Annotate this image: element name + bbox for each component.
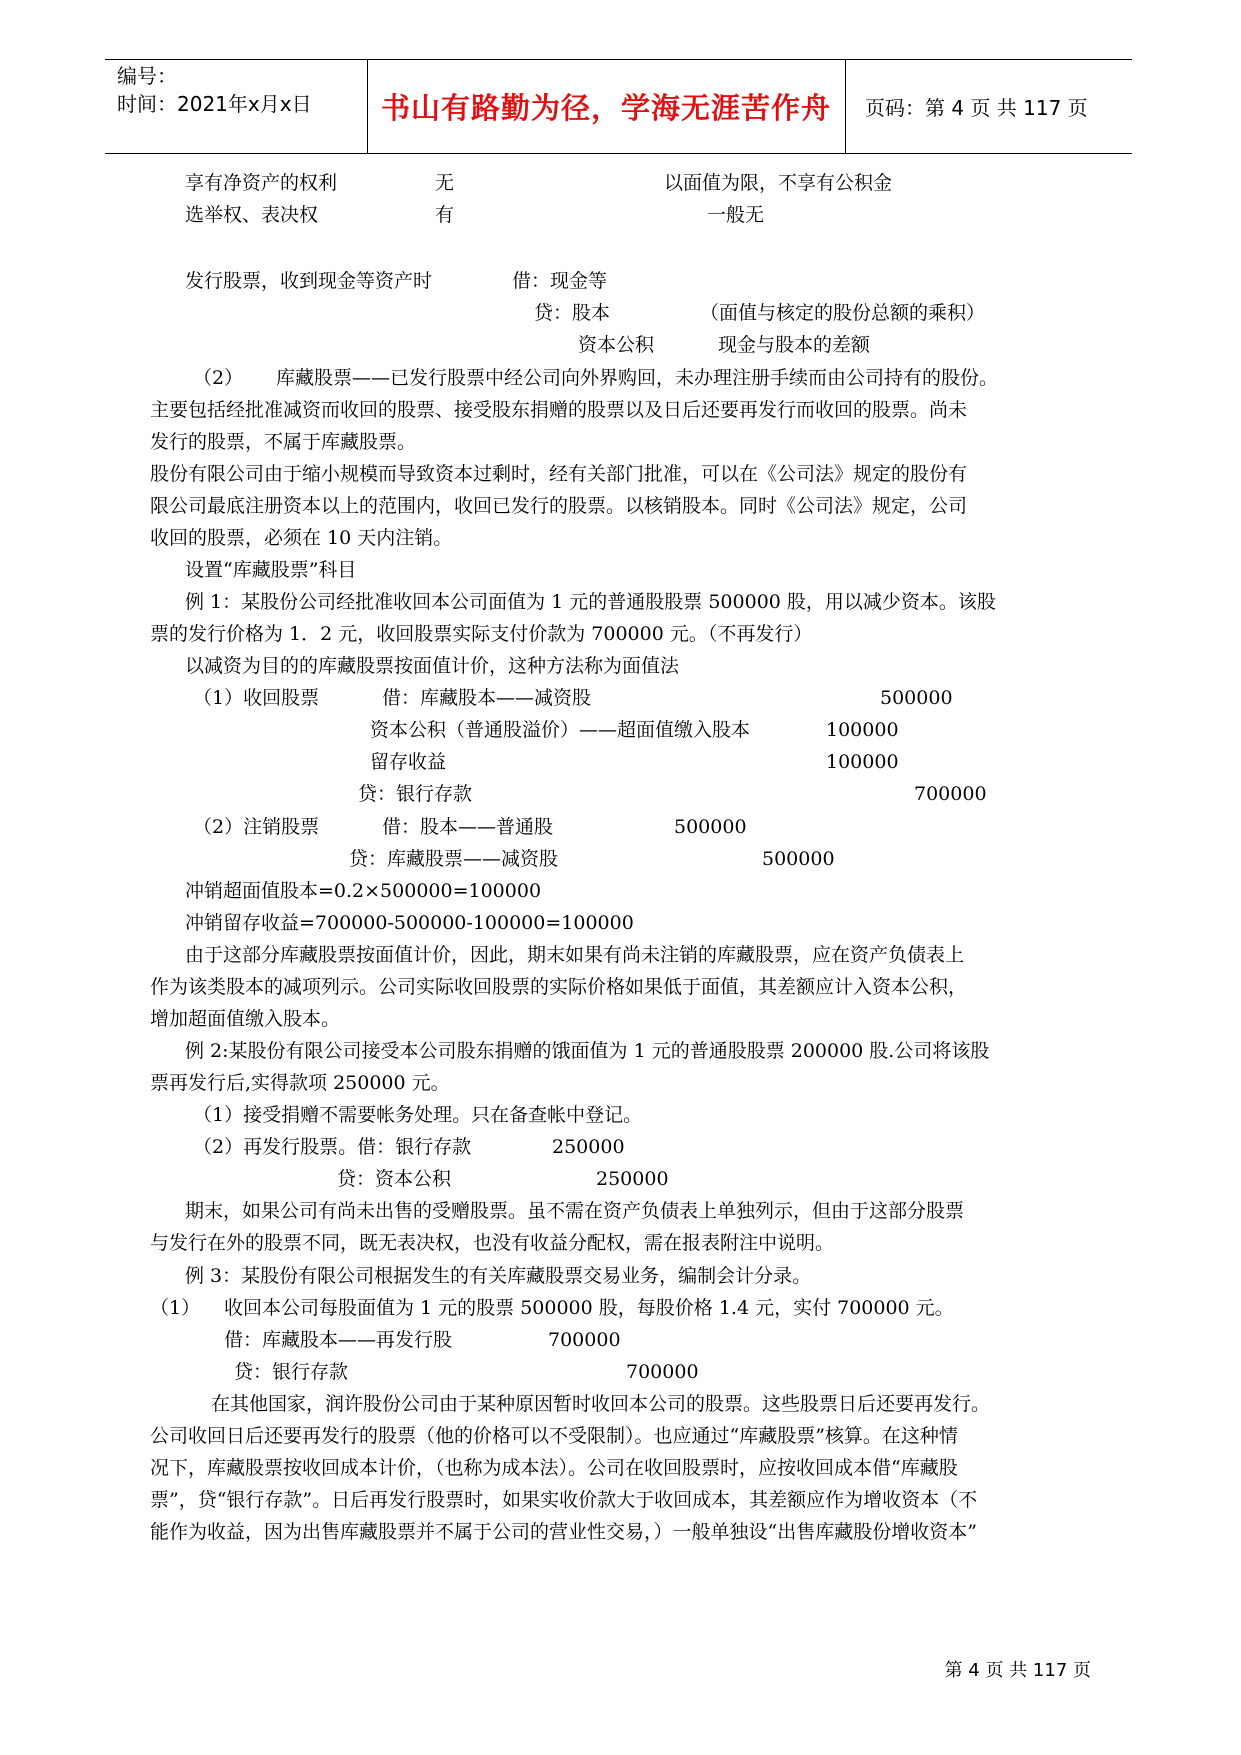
text-line: 以面值为限，不享有公积金 — [664, 172, 893, 194]
text-line: 设置“库藏股票”科目 — [185, 559, 357, 581]
header-divider — [845, 60, 846, 153]
text-line: 100000 — [826, 719, 899, 741]
text-line: 享有净资产的权利 — [185, 172, 338, 194]
text-line: 收回本公司每股面值为 1 元的股票 500000 股，每股价格 1.4 元，实付 700000 元。 — [224, 1297, 954, 1319]
footer-page-number: 第 4 页 共 117 页 — [944, 1660, 1091, 1681]
text-line: 增加超面值缴入股本。 — [150, 1008, 341, 1030]
text-line: 冲销留存收益=700000-500000-100000=100000 — [185, 912, 634, 934]
text-line: （2）注销股票 — [193, 816, 320, 838]
text-line: 500000 — [880, 687, 953, 709]
text-line: 能作为收益，因为出售库藏股票并不属于公司的营业性交易，）一般单独设“出售库藏股份增收资本” — [150, 1521, 977, 1543]
text-line: 票”，贷“银行存款”。日后再发行股票时，如果实收价款大于收回成本，其差额应作为增收资本（不 — [150, 1489, 978, 1511]
text-line: （2） — [193, 367, 244, 389]
text-line: 资本公积 — [578, 334, 655, 356]
text-line: 100000 — [826, 751, 899, 773]
text-line: 收回的股票，必须在 10 天内注销。 — [150, 527, 453, 549]
text-line: 以减资为目的的库藏股票按面值计价，这种方法称为面值法 — [185, 655, 680, 677]
text-line: 选举权、表决权 — [185, 204, 319, 226]
text-line: 与发行在外的股票不同，既无表决权，也没有收益分配权，需在报表附注中说明。 — [150, 1232, 835, 1254]
text-line: 有 — [435, 204, 455, 226]
text-line: 由于这部分库藏股票按面值计价，因此，期末如果有尚未注销的库藏股票，应在资产负债表上 — [185, 944, 965, 966]
text-line: 贷：银行存款 — [358, 783, 473, 805]
text-line: 250000 — [552, 1136, 625, 1158]
text-line: （1）收回股票 — [193, 687, 320, 709]
text-line: 限公司最底注册资本以上的范围内，收回已发行的股票。以核销股本。同时《公司法》规定，公司 — [150, 495, 968, 517]
text-line: 500000 — [762, 848, 835, 870]
text-line: 现金与股本的差额 — [718, 334, 871, 356]
document-date: 时间：2021年x月x日 — [117, 92, 312, 116]
text-line: 作为该类股本的减项列示。公司实际收回股票的实际价格如果低于面值，其差额应计入资本公积， — [150, 976, 968, 998]
text-line: 700000 — [914, 783, 987, 805]
text-line: 股份有限公司由于缩小规模而导致资本过剩时，经有关部门批准，可以在《公司法》规定的股份有 — [150, 463, 968, 485]
text-line: 700000 — [548, 1329, 621, 1351]
text-line: 库藏股票——已发行股票中经公司向外界购回，未办理注册手续而由公司持有的股份。 — [276, 367, 999, 389]
text-line: 250000 — [596, 1168, 669, 1190]
document-number-label: 编号： — [117, 64, 177, 88]
text-line: （1） — [150, 1297, 201, 1319]
text-line: 发行的股票，不属于库藏股票。 — [150, 431, 417, 453]
text-line: 发行股票，收到现金等资产时 — [185, 270, 433, 292]
text-line: 借：库藏股本——再发行股 — [224, 1329, 453, 1351]
text-line: 借：库藏股本——减资股 — [382, 687, 592, 709]
text-line: 期末，如果公司有尚未出售的受赠股票。虽不需在资产负债表上单独列示，但由于这部分股票 — [185, 1200, 965, 1222]
text-line: 一般无 — [707, 204, 765, 226]
text-line: 借：现金等 — [512, 270, 608, 292]
text-line: 资本公积（普通股溢价）——超面值缴入股本 — [370, 719, 751, 741]
header-meta — [117, 62, 312, 118]
page-header — [105, 59, 1132, 154]
header-page-number: 页码：第 4 页 共 117 页 — [865, 96, 1088, 120]
text-line: （面值与核定的股份总额的乘积） — [700, 302, 986, 324]
text-line: 冲销超面值股本=0.2×500000=100000 — [185, 880, 542, 902]
text-line: 票再发行后,实得款项 250000 元。 — [150, 1072, 450, 1094]
text-line: 例 2:某股份有限公司接受本公司股东捐赠的饿面值为 1 元的普通股股票 200000 股.公司将该股 — [185, 1040, 990, 1062]
header-motto: 书山有路勤为径，学海无涯苦作舟 — [380, 91, 831, 125]
text-line: 无 — [435, 172, 455, 194]
text-line: 700000 — [626, 1361, 699, 1383]
text-line: 留存收益 — [370, 751, 447, 773]
text-line: 贷：库藏股票——减资股 — [349, 848, 559, 870]
text-line: 票的发行价格为 1．2 元，收回股票实际支付价款为 700000 元。（不再发行） — [150, 623, 813, 645]
text-line: 贷：银行存款 — [234, 1361, 349, 1383]
text-line: 在其他国家，润许股份公司由于某种原因暂时收回本公司的股票。这些股票日后还要再发行。 — [211, 1393, 991, 1415]
text-line: 况下，库藏股票按收回成本计价，（也称为成本法）。公司在收回股票时，应按收回成本借“库藏股 — [150, 1457, 958, 1479]
text-line: 例 3：某股份有限公司根据发生的有关库藏股票交易业务，编制会计分录。 — [185, 1265, 812, 1287]
text-line: 借：股本——普通股 — [382, 816, 554, 838]
text-line: 公司收回日后还要再发行的股票（他的价格可以不受限制）。也应通过“库藏股票”核算。在这种情 — [150, 1425, 958, 1447]
text-line: 贷：资本公积 — [337, 1168, 452, 1190]
text-line: （1）接受捐赠不需要帐务处理。只在备查帐中登记。 — [193, 1104, 643, 1126]
text-line: 主要包括经批准减资而收回的股票、接受股东捐赠的股票以及日后还要再发行而收回的股票。尚未 — [150, 399, 968, 421]
text-line: 例 1：某股份公司经批准收回本公司面值为 1 元的普通股股票 500000 股，用以减少资本。该股 — [185, 591, 996, 613]
text-line: 500000 — [674, 816, 747, 838]
text-line: （2）再发行股票。借：银行存款 — [193, 1136, 472, 1158]
text-line: 贷：股本 — [534, 302, 611, 324]
